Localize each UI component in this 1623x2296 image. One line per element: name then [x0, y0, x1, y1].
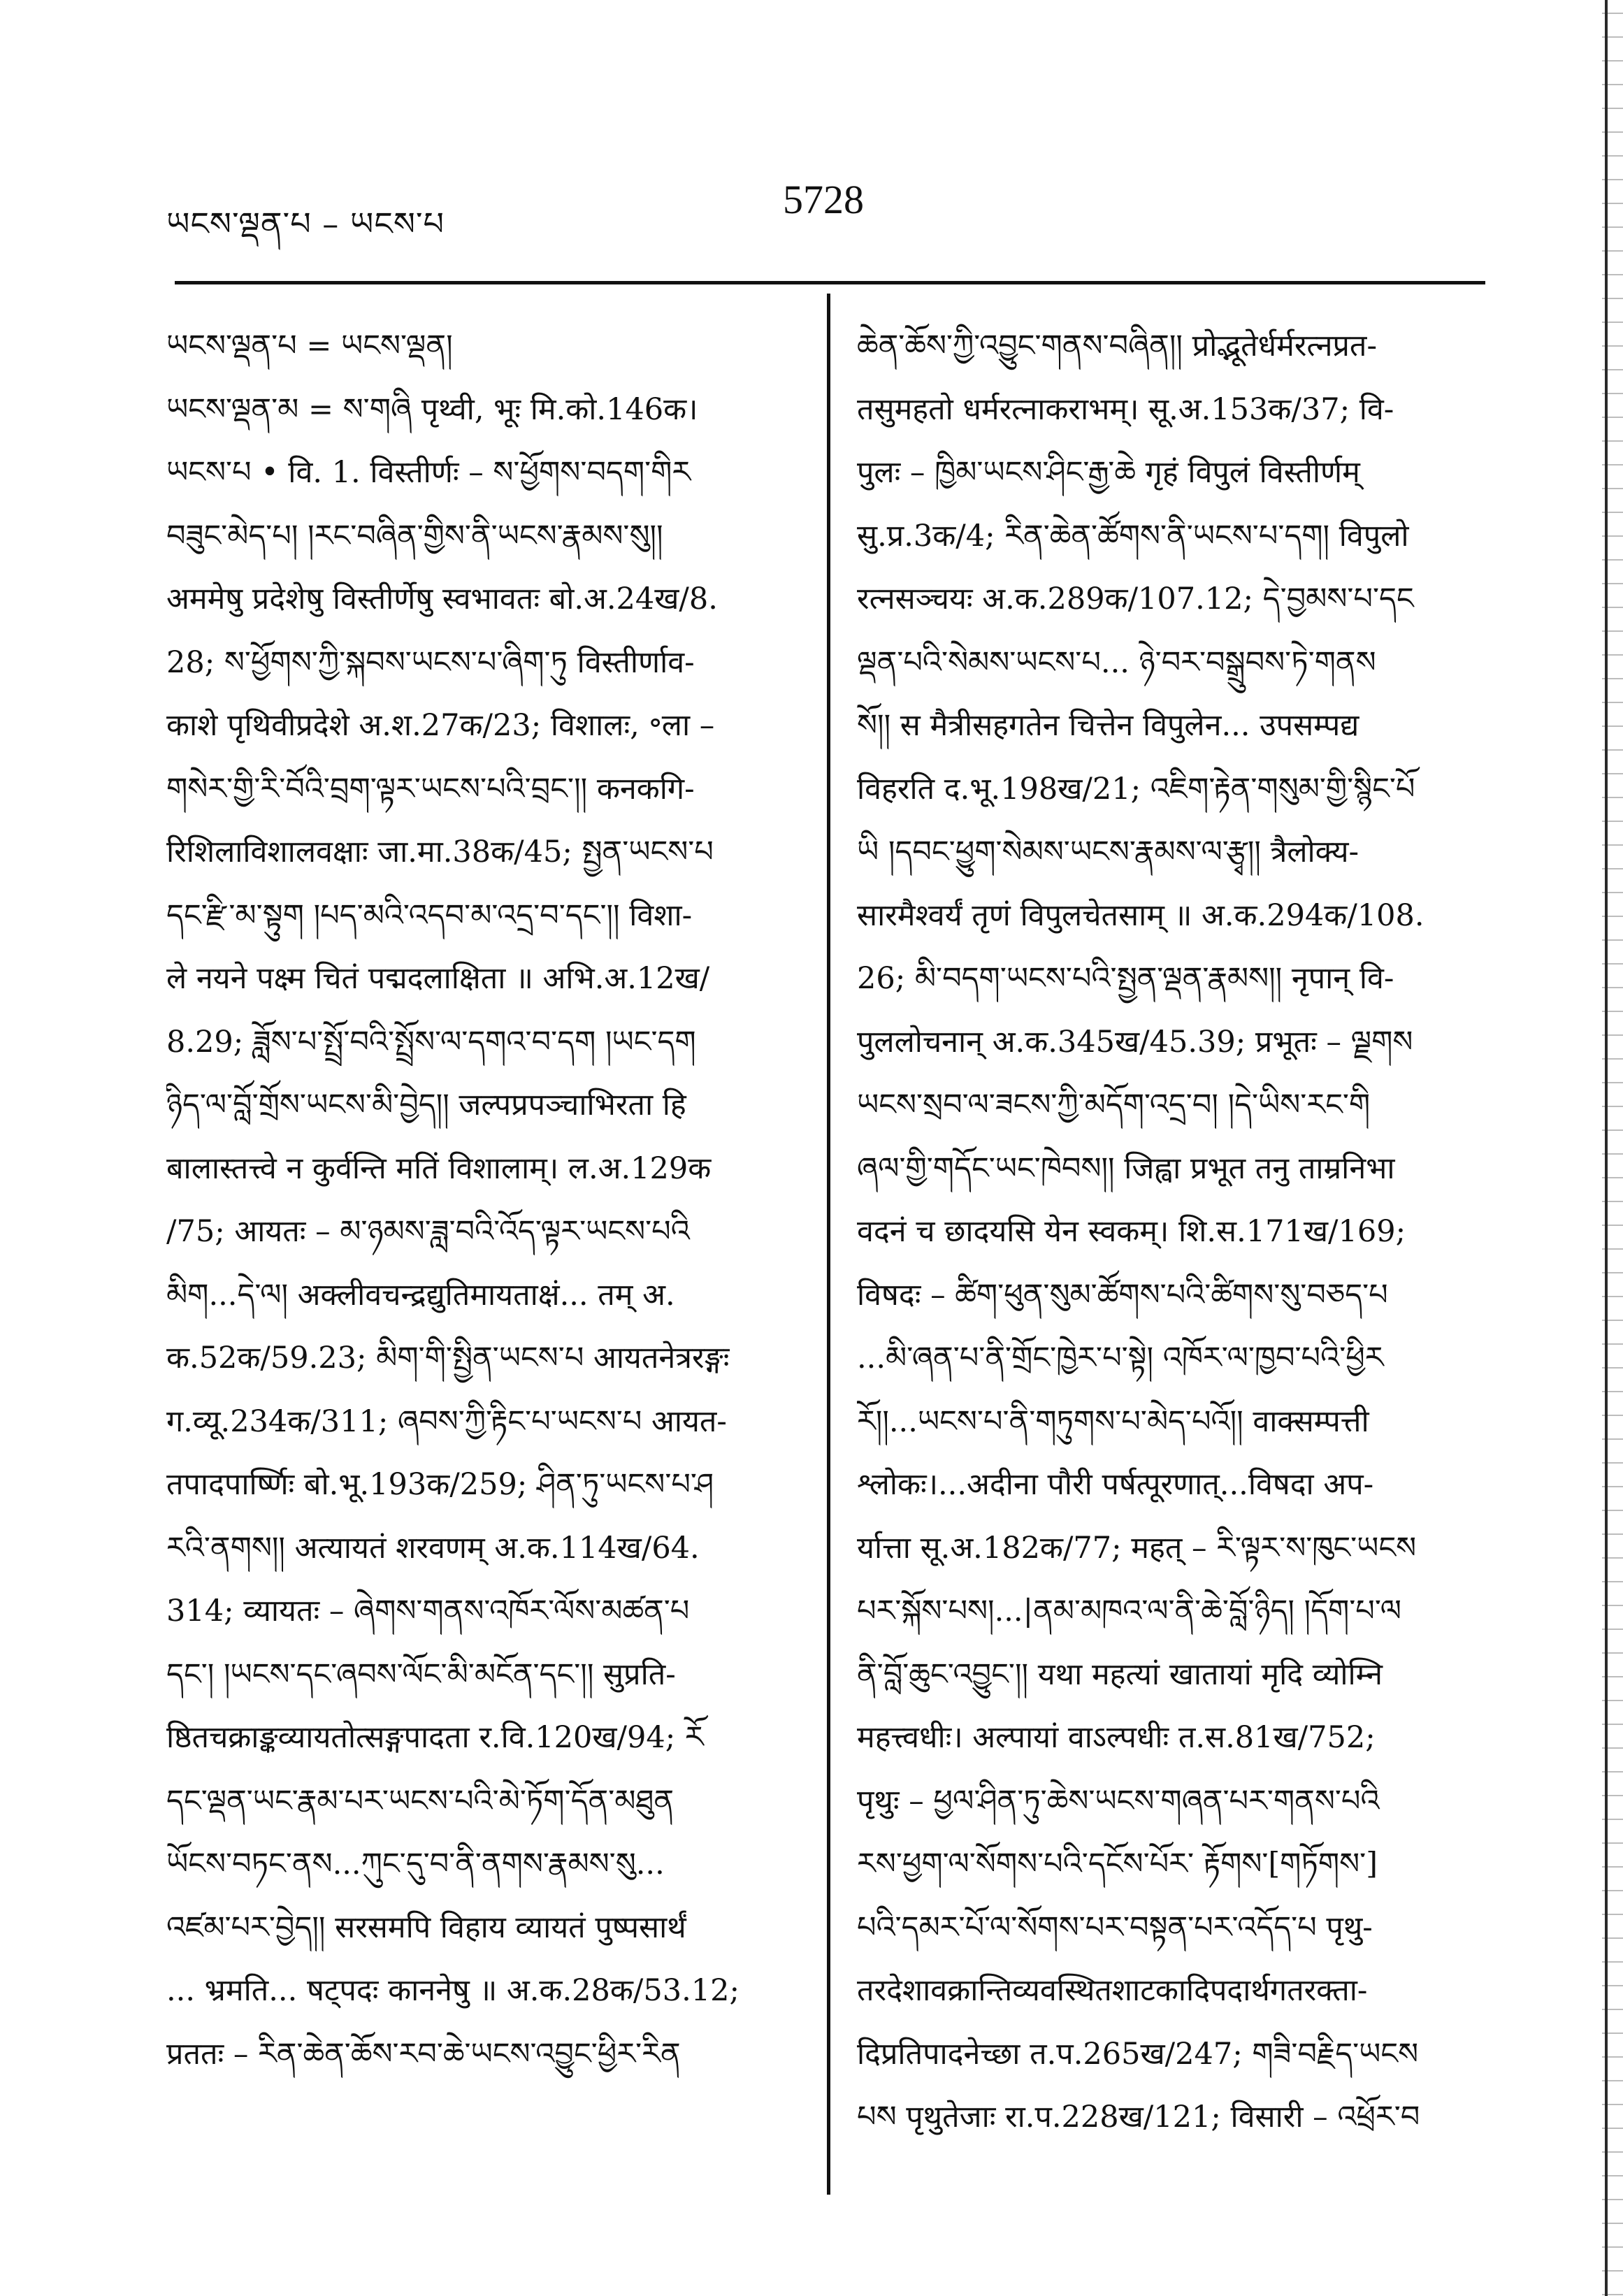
- entry-line: र्यात्ता सू.अ.182क/77; महत् – རི་ལྟར་ས་ཁུང་ཡངས: [857, 1530, 1417, 1566]
- entry-line: 26; མི་བདག་ཡངས་པའི་སྤྱན་ལྡན་རྣམས།། नृपान् वि-: [857, 961, 1394, 996]
- entry-line: ཡི །དབང་ཕྱུག་སེམས་ཡངས་རྣམས་ལ་རྩྭ།། त्रैलोक्य-: [857, 835, 1359, 869]
- entry-line: ཞལ་གྱི་གདོང་ཡང་ཁེབས།། जिह्वा प्रभूत तनु ताम्रनिभा: [857, 1150, 1395, 1186]
- entry-line: ཡོངས་བཏང་ནས...ཀུང་དུ་བ་ནི་ནགས་རྣམས་སུ...: [166, 1847, 665, 1882]
- entry-line: विहरति द.भू.198ख/21; འཇིག་རྟེན་གསུམ་གྱི་སྙིང་པོ: [857, 771, 1415, 807]
- entry-line: ... भ्रमति... षट्पदः काननेषु ॥ अ.क.28क/53.12;: [166, 1973, 740, 2008]
- entry-line: रिशिलाविशालवक्षाः जा.मा.38क/45; སྤྱན་ཡངས་པ: [166, 835, 714, 869]
- entry-line: क.52क/59.23; མིག་གི་སྤྱིན་ཡངས་པ आयतनेत्ररङ्गः: [166, 1341, 730, 1376]
- entry-line: བཟུང་མེད་པ། །རང་བཞིན་གྱིས་ནི་ཡངས་རྣམས་སུ།།: [166, 518, 663, 554]
- entry-line: རས་ཕྱག་ལ་སོགས་པའི་དངོས་པོར་ རྟོགས་[གཏོགས་]: [857, 1847, 1378, 1882]
- entry-line: པས पृथुतेजाः रा.प.228ख/121; विसारी – འཕྲོར་བ: [857, 2100, 1420, 2135]
- entry-line: पुललोचनान् अ.क.345ख/45.39; प्रभूतः – ལྗགས: [857, 1024, 1413, 1060]
- entry-line: वदनं च छादयसि येन स्वकम्। शि.स.171ख/169;: [857, 1214, 1406, 1249]
- entry-line: ग.व्यू.234क/311; ཞབས་ཀྱི་རྟིང་པ་ཡངས་པ आयत-: [166, 1403, 727, 1439]
- entry-line: སོ།། स मैत्रीसहगतेन चित्तेन विपुलेन... उपसम्पद्य: [857, 708, 1359, 743]
- entry-line: འཛམ་པར་བྱེད།། सरसमपि विहाय व्यायतं पुष्पसार्थं: [166, 1909, 686, 1945]
- left-column: [166, 315, 809, 2086]
- entry-line: ཡངས་པ • वि. 1. विस्तीर्णः – ས་ཕྱོགས་བདག་གིར: [166, 455, 691, 490]
- entry-line: काशे पृथिवीप्रदेशे अ.श.27क/23; विशालः, ॰ला –: [166, 708, 715, 743]
- entry-line: དང་རྫི་མ་སྟུག །པད་མའི་འདབ་མ་འདྲ་བ་དང་།། विशा-: [166, 897, 693, 933]
- entry-line: གསེར་གྱི་རི་བོའི་བྲག་ལྟར་ཡངས་པའི་བྲང་།། कनकगि-: [166, 771, 695, 807]
- entry-line: पुलः – ཁྱིམ་ཡངས་ཤིང་རྒྱ་ཆེ गृहं विपुलं विस्तीर्णम्: [857, 455, 1360, 490]
- entry-line: ष्ठितचक्राङ्कव्यायतोत्सङ्गपादता र.वि.120ख/94; རོ: [166, 1720, 704, 1755]
- entry-line: प्रततः – རིན་ཆེན་ཆོས་རབ་ཆེ་ཡངས་འབྱུང་ཕྱིར་རིན: [166, 2036, 681, 2072]
- entry-line: ཆེན་ཆོས་ཀྱི་འབྱུང་གནས་བཞིན།། प्रोद्भूतेर्धर्मरत्नप्रत-: [857, 328, 1377, 363]
- entry-line: 314; व्यायतः – ཞེགས་གནས་འཁོར་ལོས་མཚན་པ: [166, 1594, 690, 1629]
- entry-line: ཡངས་སྲབ་ལ་ཟངས་ཀྱི་མདོག་འདྲ་བ། །དེ་ཡིས་རང་གི: [857, 1088, 1371, 1122]
- entry-line: 28; ས་ཕྱོགས་ཀྱི་སྐབས་ཡངས་པ་ཞིག་ཏུ विस्तीर्णाव-: [166, 644, 695, 680]
- entry-line: /75; आयतः – མ་ཉམས་ཟླ་བའི་འོད་ལྟར་ཡངས་པའི: [166, 1214, 690, 1249]
- entry-line: ཡངས་ལྡན་མ = ས་གཞི पृथ्वी, भूः मि.को.146क।: [166, 391, 698, 427]
- entry-line: པར་སྐོས་པས།...|ནམ་མཁའ་ལ་ནི་ཆེ་བློ་ཉིད། །དོག་པ་ལ: [857, 1594, 1401, 1629]
- entry-line: ནི་བློ་ཆུང་འབྱུང་།། यथा महत्यां खातायां मृदि व्योम्नि: [857, 1656, 1383, 1692]
- entry-line: དང་། །ཡངས་དང་ཞབས་ལོང་མི་མངོན་དང་།། सुप्रति-: [166, 1656, 676, 1692]
- entry-line: अममेषु प्रदेशेषु विस्तीर्णेषु स्वभावतः बो.अ.24ख/8.: [166, 582, 718, 616]
- entry-line: रत्नसञ्चयः अ.क.289क/107.12; དེ་བྱམས་པ་དང: [857, 582, 1414, 616]
- scan-edge: [1602, 0, 1623, 2296]
- entry-line: རོ།།...ཡངས་པ་ནི་གཏུགས་པ་མེད་པའོ།། वाक्सम्पत्ती: [857, 1403, 1369, 1439]
- right-column: [857, 315, 1483, 2149]
- entry-line: सारमैश्वर्यं तृणं विपुलचेतसाम् ॥ अ.क.294क/108.: [857, 897, 1424, 933]
- entry-line: ले नयने पक्ष्म चितं पद्मदलाक्षिता ॥ अभि.अ.12ख/: [166, 961, 710, 996]
- entry-line: तपादपार्ष्णिः बो.भू.193क/259; ཤིན་ཏུ་ཡངས་པ་ཤ: [166, 1467, 714, 1502]
- entry-line: सु.प्र.3क/4; རིན་ཆེན་ཚོགས་ནི་ཡངས་པ་དག། विपुलो: [857, 518, 1409, 554]
- entry-line: ལྡན་པའི་སེམས་ཡངས་པ... ཉེ་བར་བསྒྲུབས་ཏེ་གནས: [857, 644, 1376, 680]
- entry-line: तरदेशावक्रान्तिव्यवस्थितशाटकादिपदार्थगतरक्ता-: [857, 1973, 1368, 2008]
- entry-line: ...མི་ཞན་པ་ནི་གྲོང་ཁྱེར་པ་སྟེ། འཁོར་ལ་ཁྱབ་པའི་ཕྱིར: [857, 1341, 1384, 1376]
- page-number: 5728: [783, 177, 864, 222]
- entry-line: རའི་ནགས།། अत्यायतं शरवणम् अ.क.114ख/64.: [166, 1530, 700, 1566]
- entry-line: विषदः – ཚིག་ཕུན་སུམ་ཚོགས་པའི་ཚིགས་སུ་བཅད་པ: [857, 1277, 1388, 1313]
- entry-line: दिप्रतिपादनेच्छा त.प.265ख/247; གཟི་བརྗིད་ཡངས: [857, 2036, 1419, 2072]
- entry-line: 8.29; ཟློས་པ་སྤྲོ་བའི་སྤྲོས་ལ་དགའ་བ་དག །ཡང་དག: [166, 1024, 696, 1060]
- entry-line: पृथुः – ཕྱལ་ཤིན་ཏུ་ཆེས་ཡངས་གཞན་པར་གནས་པའི: [857, 1783, 1380, 1819]
- entry-line: तसुमहतो धर्मरत्नाकराभम्। सू.अ.153क/37; वि-: [857, 391, 1394, 427]
- running-header: ཡངས་ལྡན་པ – ཡངས་པ: [166, 205, 445, 243]
- entry-line: པའི་དམར་པོ་ལ་སོགས་པར་བསྟན་པར་འདོད་པ पृथु-: [857, 1909, 1373, 1945]
- entry-line: ཉིད་ལ་བློ་གྲོས་ཡངས་མི་བྱེད།། जल्पप्रपञ्चाभिरता हि: [166, 1088, 686, 1122]
- header-rule: [175, 281, 1485, 284]
- entry-line: बालास्तत्त्वे न कुर्वन्ति मतिं विशालाम्। ल.अ.129क: [166, 1150, 712, 1186]
- entry-line: महत्त्वधीः। अल्पायां वाऽल्पधीः त.स.81ख/752;: [857, 1720, 1376, 1755]
- column-divider: [827, 294, 830, 2195]
- entry-line: མིག...དེ་ལ། अक्लीवचन्द्रद्युतिमायताक्षं... तम् अ.: [166, 1277, 675, 1313]
- entry-line: श्लोकः।...अदीना पौरी पर्षत्पूरणात्...विषदा अप-: [857, 1467, 1374, 1502]
- entry-line: དང་ལྡན་ཡང་རྣམ་པར་ཡངས་པའི་མེ་ཏོག་དོན་མཐུན: [166, 1783, 675, 1819]
- entry-line: ཡངས་ལྡན་པ = ཡངས་ལྡན།: [166, 328, 453, 363]
